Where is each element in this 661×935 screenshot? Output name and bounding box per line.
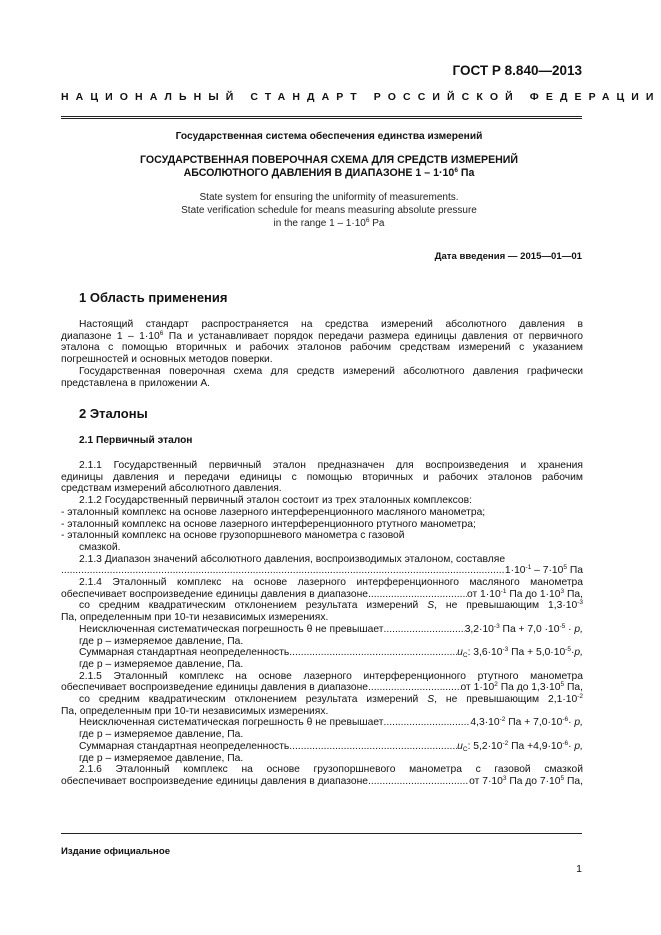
main-title-line1: ГОСУДАРСТВЕННАЯ ПОВЕРОЧНАЯ СХЕМА ДЛЯ СРЕДСТВ ИЗМЕРЕНИЙ	[139, 154, 519, 166]
section-1-body	[61, 319, 583, 389]
s2-line: 2.1.3 Диапазон значений абсолютного давления, воспроизводимых эталоном, составляе	[79, 553, 506, 565]
main-title-line2: АБСОЛЮТНОГО ДАВЛЕНИЯ В ДИАПАЗОНЕ $1 - 1\cdot 10^6$ Па	[183, 167, 475, 179]
s2-line: - эталонный комплекс на основе лазерного интерференционного ртутного манометра;	[61, 518, 476, 530]
s2-line-leader: Неисключенная систематическая погрешность θ не превышает ..... $3,2\cdot 10^{-3}$ Па + $7,0 \cdot 10^{-5} \cdot p$,	[61, 624, 583, 636]
s2-line: 2.1.2 Государственный первичный эталон состоит из трех эталонных комплексов:	[79, 495, 472, 507]
s2-line: единицы давления и передачи единицы с помощью вторичных и рабочих эталонов рабочим	[61, 471, 583, 483]
s2-line: - эталонный комплекс на основе лазерного интерференционного масляного манометра;	[61, 506, 486, 518]
s1-line: погрешностей и основных методов поверки.	[61, 354, 273, 366]
s2-line: 2.1.6 Эталонный комплекс на основе грузопоршневого манометра с газовой смазкой	[79, 764, 583, 776]
s2-line-leader: обеспечивает воспроизведение единицы давления в диапазоне ..... от $7\cdot 10^3$ Па до $7\cdot 10^5$ Па,	[61, 776, 583, 788]
english-title-line1: State system for ensuring the uniformity of measurements.	[199, 192, 459, 203]
s1-line: Настоящий стандарт распространяется на средства измерений абсолютного давления в	[79, 319, 583, 330]
subsection-2-1-heading: 2.1 Первичный эталон	[79, 435, 193, 446]
official-edition-note: Издание официальное	[61, 846, 171, 857]
s2-line-leader: Суммарная стандартная неопределенность ..... $u_C$: $3,6\cdot 10^{-3}$ Па + $5,0\cdot 10^{-5}\cdot p$,	[61, 647, 583, 659]
s2-line: средствам измерений абсолютного давления.	[61, 483, 282, 495]
s2-line-leader: ..... $1\cdot 10^{-1} - 7\cdot 10^5$ Па	[61, 565, 583, 577]
page-number: 1	[576, 863, 582, 875]
section-2-body	[61, 460, 583, 788]
footer-rule	[61, 833, 582, 834]
s2-line: где p – измеряемое давление, Па.	[79, 752, 244, 764]
s2-line-leader: Суммарная стандартная неопределенность ..... $u_C$: $5,2\cdot 10^{-2}$ Па $+4,9\cdot 10^{-6}\cdot p$,	[61, 741, 583, 753]
s1-line: представлена в приложении А.	[61, 377, 211, 389]
english-title	[60, 191, 598, 230]
s2-line: со средним квадратическим отклонением результата измерений S, не превышающим $2,1\cdot 10^{-2}$	[79, 693, 583, 706]
introduction-date: Дата введения — 2015—01—01	[434, 251, 582, 262]
s2-line: Па, определенным при 10-ти независимых измерениях.	[61, 705, 329, 717]
s2-line-leader: Неисключенная систематическая погрешность θ не превышает ..... $4,3\cdot 10^{-2}$ Па + $7,0\cdot 10^{-6}\cdot p$,	[61, 717, 583, 729]
english-title-line3: in the range $1 - 1\cdot 10^6$ Pa	[273, 217, 385, 229]
english-title-line2: State verification schedule for means measuring absolute pressure	[181, 205, 477, 216]
national-standard-title: НАЦИОНАЛЬНЫЙ СТАНДАРТ РОССИЙСКОЙ ФЕДЕРАЦИИ	[61, 91, 661, 103]
s2-line: 2.1.1 Государственный первичный эталон предназначен для воспроизведения и хранения	[79, 460, 583, 471]
s2-line: где p – измеряемое давление, Па.	[79, 729, 244, 741]
header-rule-bottom	[61, 118, 582, 119]
main-title	[60, 154, 598, 180]
s2-line: где p – измеряемое давление, Па.	[79, 658, 244, 670]
s2-line: Па, определенным при 10-ти независимых измерениях.	[61, 612, 329, 624]
s2-line: - эталонный комплекс на основе грузопоршневого манометра с газовой	[61, 530, 405, 542]
system-title: Государственная система обеспечения единства измерений	[175, 131, 483, 142]
s2-line: смазкой.	[79, 541, 121, 553]
s1-line: диапазоне $1 - 1\cdot 10^6$ Па и устанавливает порядок передачи размера единицы давления от первичного	[61, 329, 583, 342]
document-number: ГОСТ Р 8.840—2013	[452, 63, 582, 78]
header-rule-top	[61, 116, 582, 117]
s2-line-leader: обеспечивает воспроизведение единицы давления в диапазоне ..... от $1\cdot 10^2$ Па до $1,3\cdot 10^5$ Па,	[61, 682, 583, 694]
section-1-heading: 1 Область применения	[79, 290, 228, 305]
s1-line: Государственная поверочная схема для средств измерений абсолютного давления графически	[79, 365, 583, 377]
s2-line-leader: обеспечивает воспроизведение единицы давления в диапазоне ..... от $1\cdot 10^{-1}$ Па до $1\cdot 10^3$ Па,	[61, 589, 583, 601]
s2-line: со средним квадратическим отклонением результата измерений S, не превышающим $1,3\cdot 10^{-3}$	[79, 599, 583, 612]
s2-line: где p – измеряемое давление, Па.	[79, 635, 244, 647]
s1-line: эталона с помощью вторичных и рабочих эталонов рабочим средствам измерений с указанием	[61, 342, 583, 354]
s2-line: 2.1.5 Эталонный комплекс на основе лазерного интерференционного ртутного манометра	[79, 670, 583, 682]
section-2-heading: 2 Эталоны	[79, 406, 148, 421]
s2-line: 2.1.4 Эталонный комплекс на основе лазерного интерференционного масляного манометра	[79, 577, 583, 589]
